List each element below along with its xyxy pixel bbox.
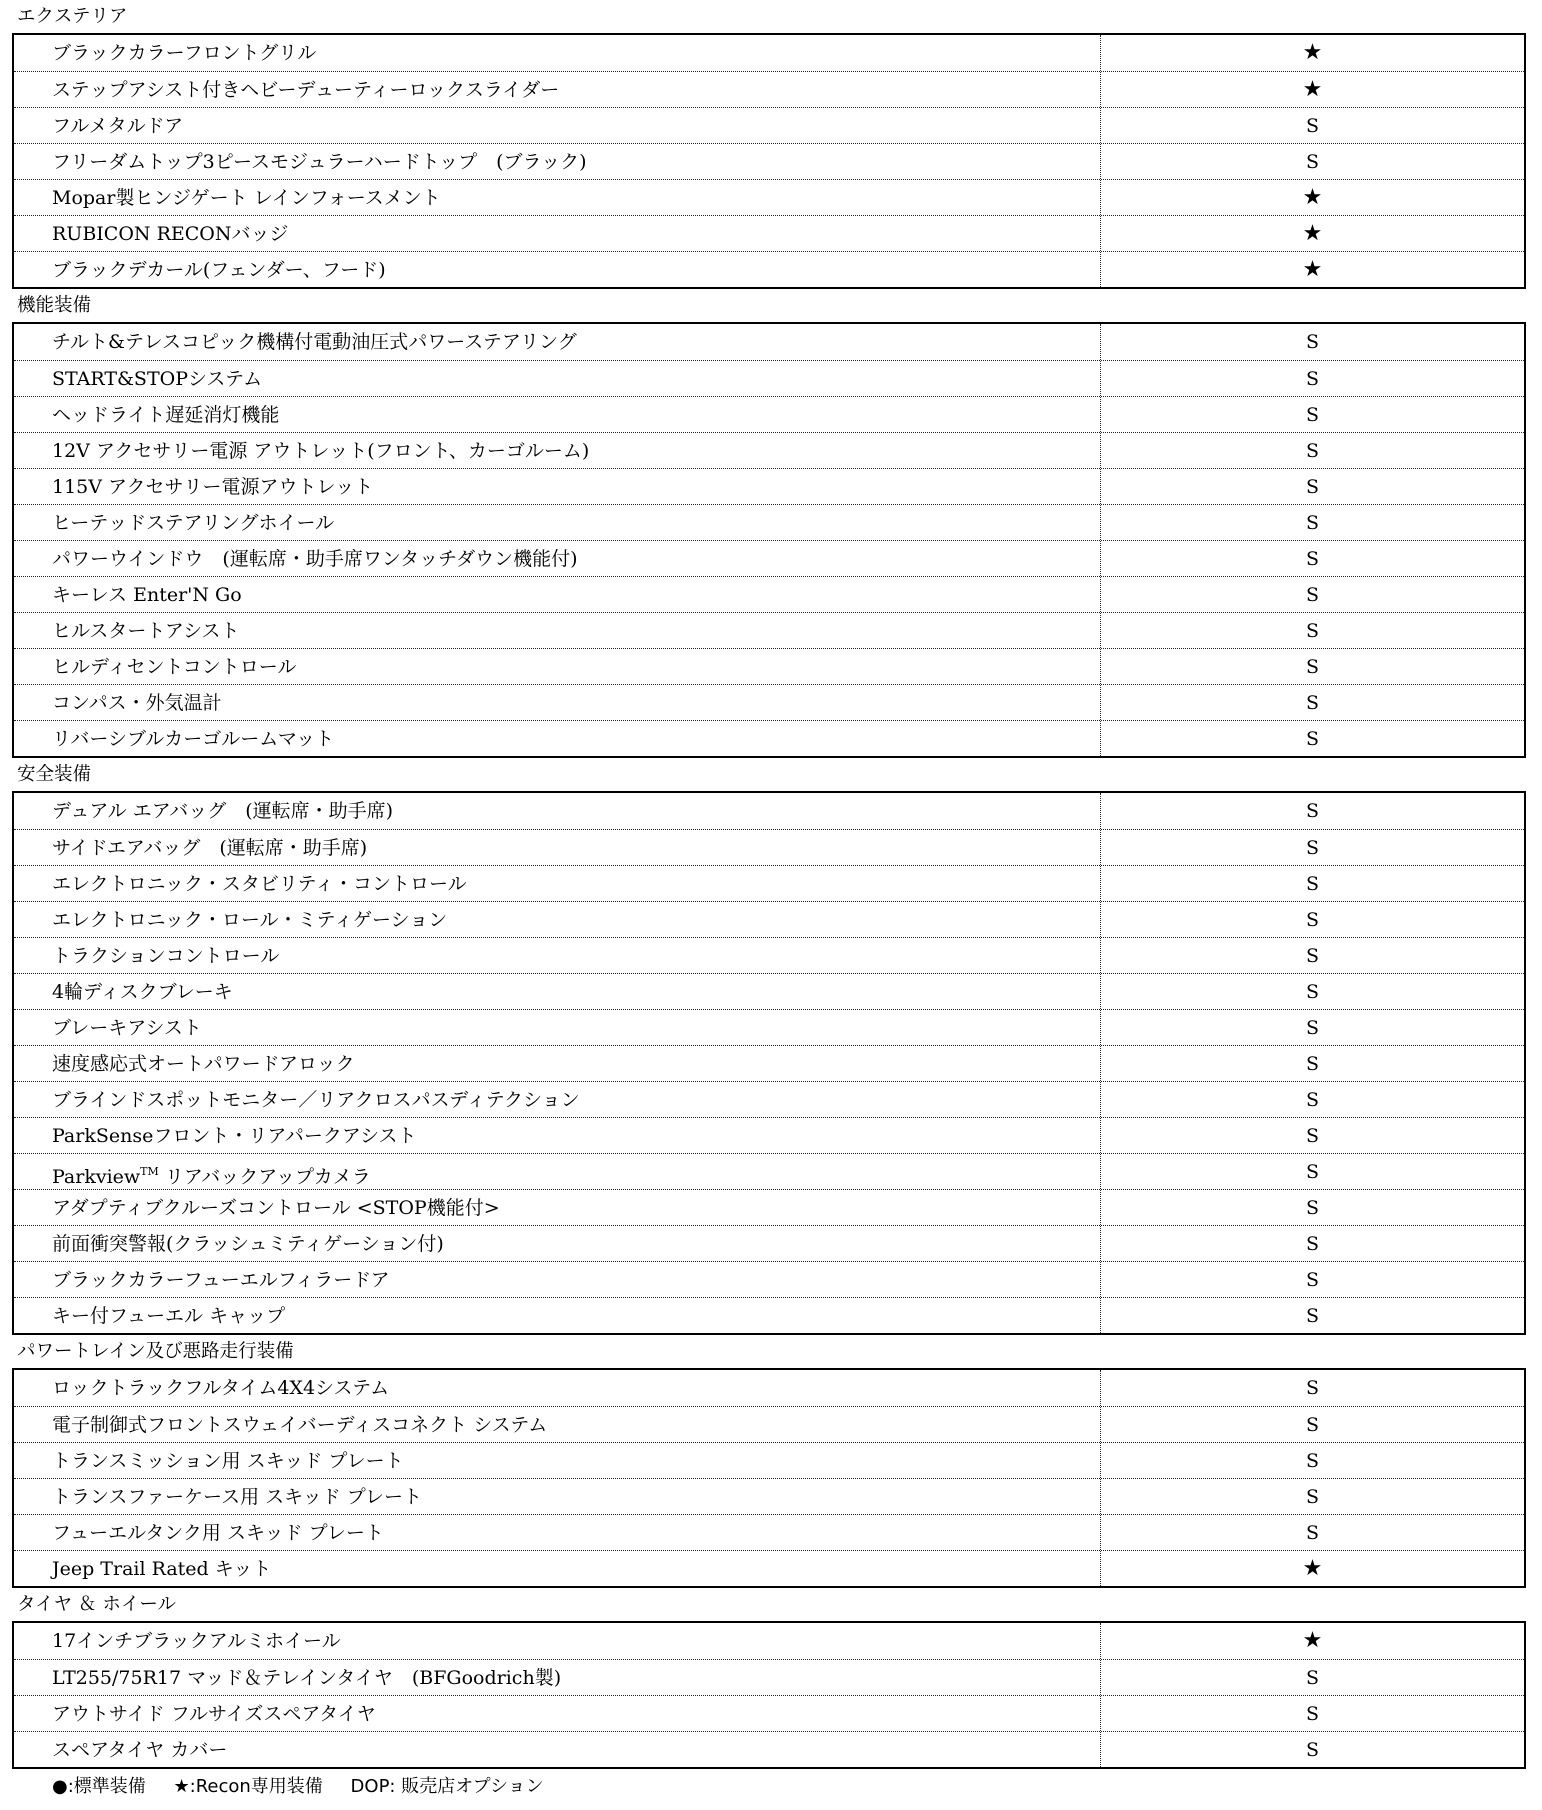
standard-mark: S bbox=[1305, 1450, 1320, 1472]
standard-mark: S bbox=[1305, 1703, 1320, 1725]
table-row bbox=[14, 468, 1524, 504]
equipment-name: 115V アクセサリー電源アウトレット bbox=[14, 469, 1101, 504]
standard-mark: S bbox=[1305, 512, 1320, 534]
standard-mark: S bbox=[1305, 981, 1320, 1003]
table-row bbox=[14, 1550, 1524, 1586]
standard-mark: S bbox=[1305, 1377, 1320, 1399]
equipment-name: トランスファーケース用 スキッド プレート bbox=[14, 1479, 1101, 1514]
equipment-name: サイドエアバッグ (運転席・助手席) bbox=[14, 830, 1101, 865]
table-row bbox=[14, 973, 1524, 1009]
table-row bbox=[14, 612, 1524, 648]
equipment-name bbox=[14, 1154, 1101, 1189]
equipment-name: 17インチブラックアルミホイール bbox=[14, 1623, 1101, 1659]
table-row bbox=[14, 1478, 1524, 1514]
table-row bbox=[14, 360, 1524, 396]
legend-dop: DOP: 販売店オプション bbox=[350, 1776, 544, 1797]
standard-mark: S bbox=[1305, 873, 1320, 895]
standard-mark: S bbox=[1305, 584, 1320, 606]
equipment-name: ヒルディセントコントロール bbox=[14, 649, 1101, 684]
standard-mark: S bbox=[1305, 1089, 1320, 1111]
standard-mark: S bbox=[1305, 1233, 1320, 1255]
table-row bbox=[14, 432, 1524, 468]
standard-mark: S bbox=[1305, 476, 1320, 498]
equipment-name: スペアタイヤ カバー bbox=[14, 1732, 1101, 1767]
standard-mark: S bbox=[1305, 800, 1320, 822]
standard-mark: S bbox=[1305, 692, 1320, 714]
standard-mark: S bbox=[1305, 620, 1320, 642]
equipment-name: ブラックカラーフューエルフィラードア bbox=[14, 1262, 1101, 1297]
standard-mark: S bbox=[1305, 1125, 1320, 1147]
standard-mark: S bbox=[1305, 440, 1320, 462]
table-row bbox=[14, 35, 1524, 71]
equipment-name: ステップアシスト付きヘビーデューティーロックスライダー bbox=[14, 72, 1101, 107]
table-row bbox=[14, 1406, 1524, 1442]
equipment-name: ロックトラックフルタイム4X4システム bbox=[14, 1370, 1101, 1406]
standard-mark: S bbox=[1305, 331, 1320, 353]
table-row bbox=[14, 1731, 1524, 1767]
equipment-name-part: リアバックアップカメラ bbox=[158, 1166, 371, 1188]
section-table bbox=[12, 33, 1526, 289]
equipment-name: トランスミッション用 スキッド プレート bbox=[14, 1443, 1101, 1478]
table-row bbox=[14, 1009, 1524, 1045]
legend-standard: ●:標準装備 bbox=[52, 1776, 146, 1797]
equipment-name: 電子制御式フロントスウェイバーディスコネクト システム bbox=[14, 1407, 1101, 1442]
equipment-name: RUBICON RECONバッジ bbox=[14, 216, 1101, 251]
table-row bbox=[14, 1659, 1524, 1695]
standard-mark: S bbox=[1305, 1486, 1320, 1508]
table-row bbox=[14, 648, 1524, 684]
standard-mark: S bbox=[1305, 656, 1320, 678]
section-table bbox=[12, 322, 1526, 758]
table-row bbox=[14, 901, 1524, 937]
equipment-name: フューエルタンク用 スキッド プレート bbox=[14, 1515, 1101, 1550]
standard-mark: S bbox=[1305, 1739, 1320, 1761]
equipment-name: ParkSenseフロント・リアパークアシスト bbox=[14, 1118, 1101, 1153]
table-row bbox=[14, 720, 1524, 756]
table-row bbox=[14, 1225, 1524, 1261]
table-row bbox=[14, 1370, 1524, 1406]
equipment-name: START&STOPシステム bbox=[14, 361, 1101, 396]
recon-star-mark: ★ bbox=[1302, 221, 1323, 246]
table-row bbox=[14, 829, 1524, 865]
standard-mark: S bbox=[1305, 837, 1320, 859]
standard-mark: S bbox=[1305, 404, 1320, 426]
table-row bbox=[14, 1297, 1524, 1333]
equipment-name: コンパス・外気温計 bbox=[14, 685, 1101, 720]
table-row bbox=[14, 1045, 1524, 1081]
section-title: 安全装備 bbox=[17, 764, 92, 785]
equipment-name: ヒルスタートアシスト bbox=[14, 613, 1101, 648]
table-row bbox=[14, 1623, 1524, 1659]
section-title: エクステリア bbox=[17, 6, 128, 27]
legend-recon: ★:Recon専用装備 bbox=[173, 1776, 323, 1797]
table-row bbox=[14, 179, 1524, 215]
equipment-name: フリーダムトップ3ピースモジュラーハードトップ (ブラック) bbox=[14, 144, 1101, 179]
standard-mark: S bbox=[1305, 1522, 1320, 1544]
table-row bbox=[14, 396, 1524, 432]
standard-mark: S bbox=[1305, 1269, 1320, 1291]
section-table bbox=[12, 1368, 1526, 1588]
recon-star-mark: ★ bbox=[1302, 40, 1323, 65]
table-row bbox=[14, 937, 1524, 973]
table-row bbox=[14, 1117, 1524, 1153]
equipment-name: 12V アクセサリー電源 アウトレット(フロント、カーゴルーム) bbox=[14, 433, 1101, 468]
section-title: パワートレイン及び悪路走行装備 bbox=[17, 1341, 294, 1362]
recon-star-mark: ★ bbox=[1302, 257, 1323, 282]
table-row bbox=[14, 1514, 1524, 1550]
standard-mark: S bbox=[1305, 909, 1320, 931]
section-title: 機能装備 bbox=[17, 295, 92, 316]
table-row bbox=[14, 251, 1524, 287]
table-row bbox=[14, 107, 1524, 143]
equipment-name: ヒーテッドステアリングホイール bbox=[14, 505, 1101, 540]
table-row bbox=[14, 1081, 1524, 1117]
table-row bbox=[14, 684, 1524, 720]
legend bbox=[0, 1769, 1542, 1805]
recon-star-mark: ★ bbox=[1302, 1556, 1323, 1581]
standard-mark: S bbox=[1305, 548, 1320, 570]
table-row bbox=[14, 576, 1524, 612]
equipment-name: ブラックデカール(フェンダー、フード) bbox=[14, 252, 1101, 287]
equipment-name: ブレーキアシスト bbox=[14, 1010, 1101, 1045]
section-table bbox=[12, 791, 1526, 1335]
section-title: タイヤ ＆ ホイール bbox=[17, 1594, 177, 1615]
equipment-name: LT255/75R17 マッド＆テレインタイヤ (BFGoodrich製) bbox=[14, 1660, 1101, 1695]
equipment-name: ブラインドスポットモニター／リアクロスパスディテクション bbox=[14, 1082, 1101, 1117]
standard-mark: S bbox=[1305, 368, 1320, 390]
standard-mark: S bbox=[1305, 1414, 1320, 1436]
standard-mark: S bbox=[1305, 1161, 1320, 1183]
table-row bbox=[14, 324, 1524, 360]
equipment-name: チルト&テレスコピック機構付電動油圧式パワーステアリング bbox=[14, 324, 1101, 360]
table-row bbox=[14, 793, 1524, 829]
table-row bbox=[14, 71, 1524, 107]
standard-mark: S bbox=[1305, 115, 1320, 137]
equipment-name: デュアル エアバッグ (運転席・助手席) bbox=[14, 793, 1101, 829]
standard-mark: S bbox=[1305, 1197, 1320, 1219]
equipment-name: エレクトロニック・ロール・ミティゲーション bbox=[14, 902, 1101, 937]
equipment-name: 4輪ディスクブレーキ bbox=[14, 974, 1101, 1009]
standard-mark: S bbox=[1305, 151, 1320, 173]
table-row bbox=[14, 215, 1524, 251]
equipment-name: 前面衝突警報(クラッシュミティゲーション付) bbox=[14, 1226, 1101, 1261]
equipment-name: アダプティブクルーズコントロール <STOP機能付> bbox=[14, 1190, 1101, 1225]
equipment-name: Jeep Trail Rated キット bbox=[14, 1551, 1101, 1586]
table-row bbox=[14, 540, 1524, 576]
equipment-name: ブラックカラーフロントグリル bbox=[14, 35, 1101, 71]
table-row bbox=[14, 1442, 1524, 1478]
trademark-sup: TM bbox=[140, 1165, 159, 1178]
table-row bbox=[14, 143, 1524, 179]
section-table bbox=[12, 1621, 1526, 1769]
equipment-name: ヘッドライト遅延消灯機能 bbox=[14, 397, 1101, 432]
table-row bbox=[14, 1153, 1524, 1189]
table-row bbox=[14, 1695, 1524, 1731]
standard-mark: S bbox=[1305, 1053, 1320, 1075]
standard-mark: S bbox=[1305, 1305, 1320, 1327]
equipment-name: エレクトロニック・スタビリティ・コントロール bbox=[14, 866, 1101, 901]
table-row bbox=[14, 1261, 1524, 1297]
equipment-name: フルメタルドア bbox=[14, 108, 1101, 143]
equipment-name: トラクションコントロール bbox=[14, 938, 1101, 973]
standard-mark: S bbox=[1305, 945, 1320, 967]
equipment-name: アウトサイド フルサイズスペアタイヤ bbox=[14, 1696, 1101, 1731]
equipment-name: 速度感応式オートパワードアロック bbox=[14, 1046, 1101, 1081]
recon-star-mark: ★ bbox=[1302, 185, 1323, 210]
equipment-name-part: Parkview bbox=[52, 1166, 141, 1188]
standard-mark: S bbox=[1305, 728, 1320, 750]
standard-mark: S bbox=[1305, 1017, 1320, 1039]
table-row bbox=[14, 865, 1524, 901]
equipment-name: パワーウインドウ (運転席・助手席ワンタッチダウン機能付) bbox=[14, 541, 1101, 576]
recon-star-mark: ★ bbox=[1302, 77, 1323, 102]
recon-star-mark: ★ bbox=[1302, 1628, 1323, 1653]
equipment-name: Mopar製ヒンジゲート レインフォースメント bbox=[14, 180, 1101, 215]
table-row bbox=[14, 504, 1524, 540]
equipment-name: キー付フューエル キャップ bbox=[14, 1298, 1101, 1333]
equipment-name: リバーシブルカーゴルームマット bbox=[14, 721, 1101, 756]
equipment-name: キーレス Enter'N Go bbox=[14, 577, 1101, 612]
standard-mark: S bbox=[1305, 1667, 1320, 1689]
table-row bbox=[14, 1189, 1524, 1225]
